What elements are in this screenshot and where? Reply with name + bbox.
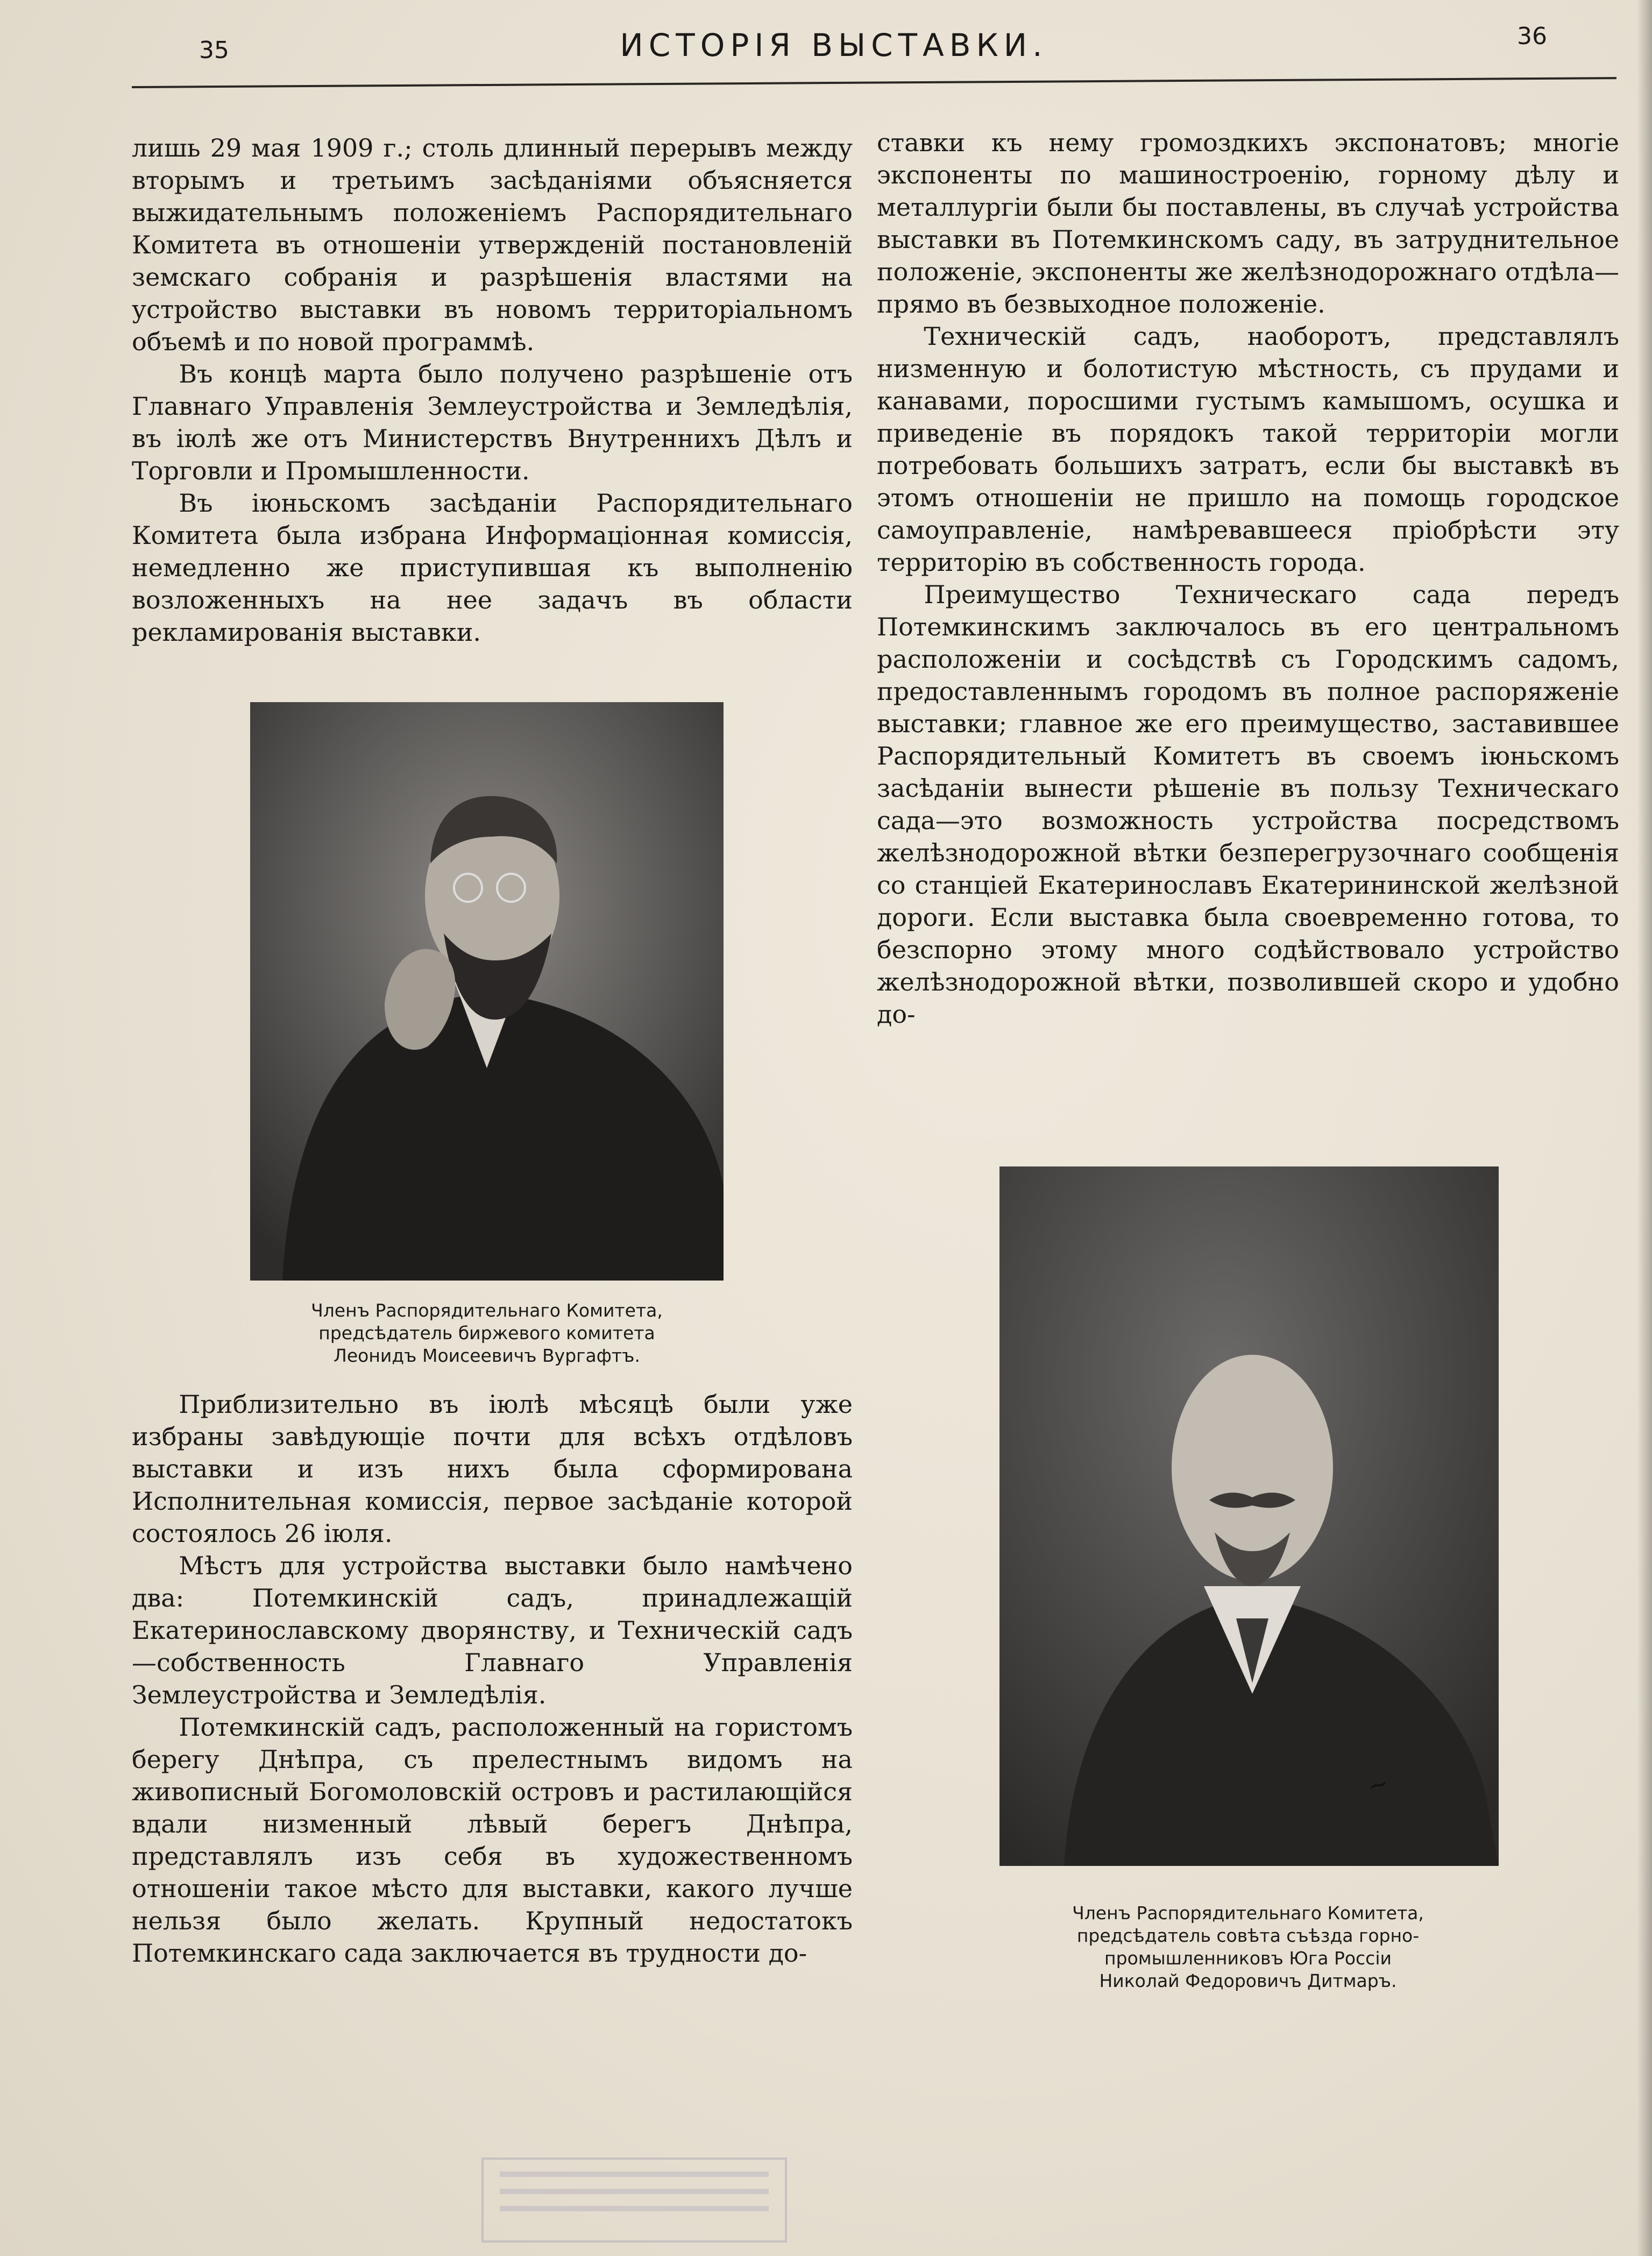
caption-line: промышленниковъ Юга Россіи — [1104, 1948, 1392, 1969]
portrait-photo-wurgaft — [250, 702, 724, 1281]
library-stamp — [481, 2158, 787, 2243]
left-column-bottom — [132, 1388, 853, 1969]
portrait-photo-ditmar — [999, 1166, 1499, 1866]
left-column-top — [132, 132, 853, 648]
paragraph: ставки къ нему громоздкихъ экспонатовъ; многіе экспоненты по машиностроенію, горному дѣлу и металлургіи были бы поставлены, въ случаѣ устройства выставки въ Потемкинскомъ саду, въ затруднительное положеніе, экспоненты же желѣзнодорожнаго отдѣла—прямо въ безвыходное положеніе. — [877, 128, 1619, 319]
caption-line: Николай Федоровичъ Дитмаръ. — [1099, 1970, 1397, 1991]
caption-ditmar — [995, 1902, 1501, 1992]
paragraph: Въ концѣ марта было получено разрѣшеніе отъ Главнаго Управленія Землеустройства и Земледѣлія, въ іюлѣ же отъ Министерствъ Внутреннихъ Дѣлъ и Торговли и Промышленности. — [132, 359, 853, 485]
caption-line: предсѣдатель биржевого комитета — [318, 1323, 655, 1343]
photographer-signature: ~ — [1363, 1767, 1393, 1802]
caption-line: предсѣдатель совѣта съѣзда горно- — [1076, 1925, 1420, 1946]
header-rule — [132, 77, 1616, 88]
portrait-wurgaft-image — [250, 702, 724, 1281]
caption-line: Членъ Распорядительнаго Комитета, — [1072, 1903, 1424, 1923]
running-title: ИСТОРІЯ ВЫСТАВКИ. — [620, 27, 1048, 63]
right-column — [877, 126, 1619, 1030]
paragraph: Потемкинскій садъ, расположенный на гористомъ берегу Днѣпра, съ прелестнымъ видомъ на живописный Богомоловскій островъ и растилающійся вдали низменный лѣвый берегъ Днѣпра, представлялъ изъ себя въ художественномъ отношеніи такое мѣсто для выставки, какого лучше нельзя было желать. Крупный недостатокъ Потемкинскаго сада заключается въ трудности до- — [132, 1713, 853, 1968]
page-number-right: 36 — [1517, 23, 1547, 50]
page-number-left: 35 — [199, 37, 229, 64]
paragraph: Преимущество Техническаго сада передъ Потемкинскимъ заключалось въ его центральномъ расположеніи и сосѣдствѣ съ Городскимъ садомъ, предоставленнымъ городомъ въ полное распоряженіе выставки; главное же его преимущество, заставившее Распорядительный Комитетъ въ своемъ іюньскомъ засѣданіи вынести рѣшеніе въ пользу Техническаго сада—это возможность устройства посредствомъ желѣзнодорожной вѣтки безперегрузочнаго сообщенія со станціей Екатеринославъ Екатерининской желѣзной дороги. Если выставка была своевременно готова, то безспорно этому много содѣйствовало устройство желѣзнодорожной вѣтки, позволившей скоро и удобно до- — [877, 580, 1619, 1029]
paragraph: Въ іюньскомъ засѣданіи Распорядительнаго Комитета была избрана Информаціонная комиссія, немедленно же приступившая къ выполненію возложенныхъ на нее задачъ въ области рекламированія выставки. — [132, 489, 853, 647]
page-edge-shadow — [1637, 0, 1652, 2256]
caption-line: Членъ Распорядительнаго Комитета, — [311, 1300, 663, 1321]
caption-wurgaft — [239, 1299, 734, 1367]
paragraph: лишь 29 мая 1909 г.; столь длинный перерывъ между вторымъ и третьимъ засѣданіями объясняется выжидательнымъ положеніемъ Распорядительнаго Комитета въ отношеніи утвержденій постановленій земскаго собранія и разрѣшенія властями на устройство выставки въ новомъ территоріальномъ объемѣ и по новой программѣ. — [132, 133, 853, 356]
paragraph: Приблизительно въ іюлѣ мѣсяцѣ были уже избраны завѣдующіе почти для всѣхъ отдѣловъ выставки и изъ нихъ была сформирована Исполнительная комиссія, первое засѣданіе которой состоялось 26 іюля. — [132, 1390, 853, 1548]
caption-line: Леонидъ Моисеевичъ Вургафтъ. — [334, 1345, 640, 1366]
portrait-ditmar-image — [999, 1166, 1499, 1866]
paragraph: Техническій садъ, наоборотъ, представлялъ низменную и болотистую мѣстность, съ прудами и канавами, поросшими густымъ камышомъ, осушка и приведеніе въ порядокъ такой территоріи могли потребовать большихъ затратъ, если бы выставкѣ въ этомъ отношеніи не пришло на помощь городское самоуправленіе, намѣревавшееся пріобрѣсти эту территорію въ собственность города. — [877, 322, 1619, 577]
paragraph: Мѣстъ для устройства выставки было намѣчено два: Потемкинскій садъ, принадлежащій Екатеринославскому дворянству, и Техническій садъ—собственность Главнаго Управленія Землеустройства и Земледѣлія. — [132, 1551, 853, 1709]
